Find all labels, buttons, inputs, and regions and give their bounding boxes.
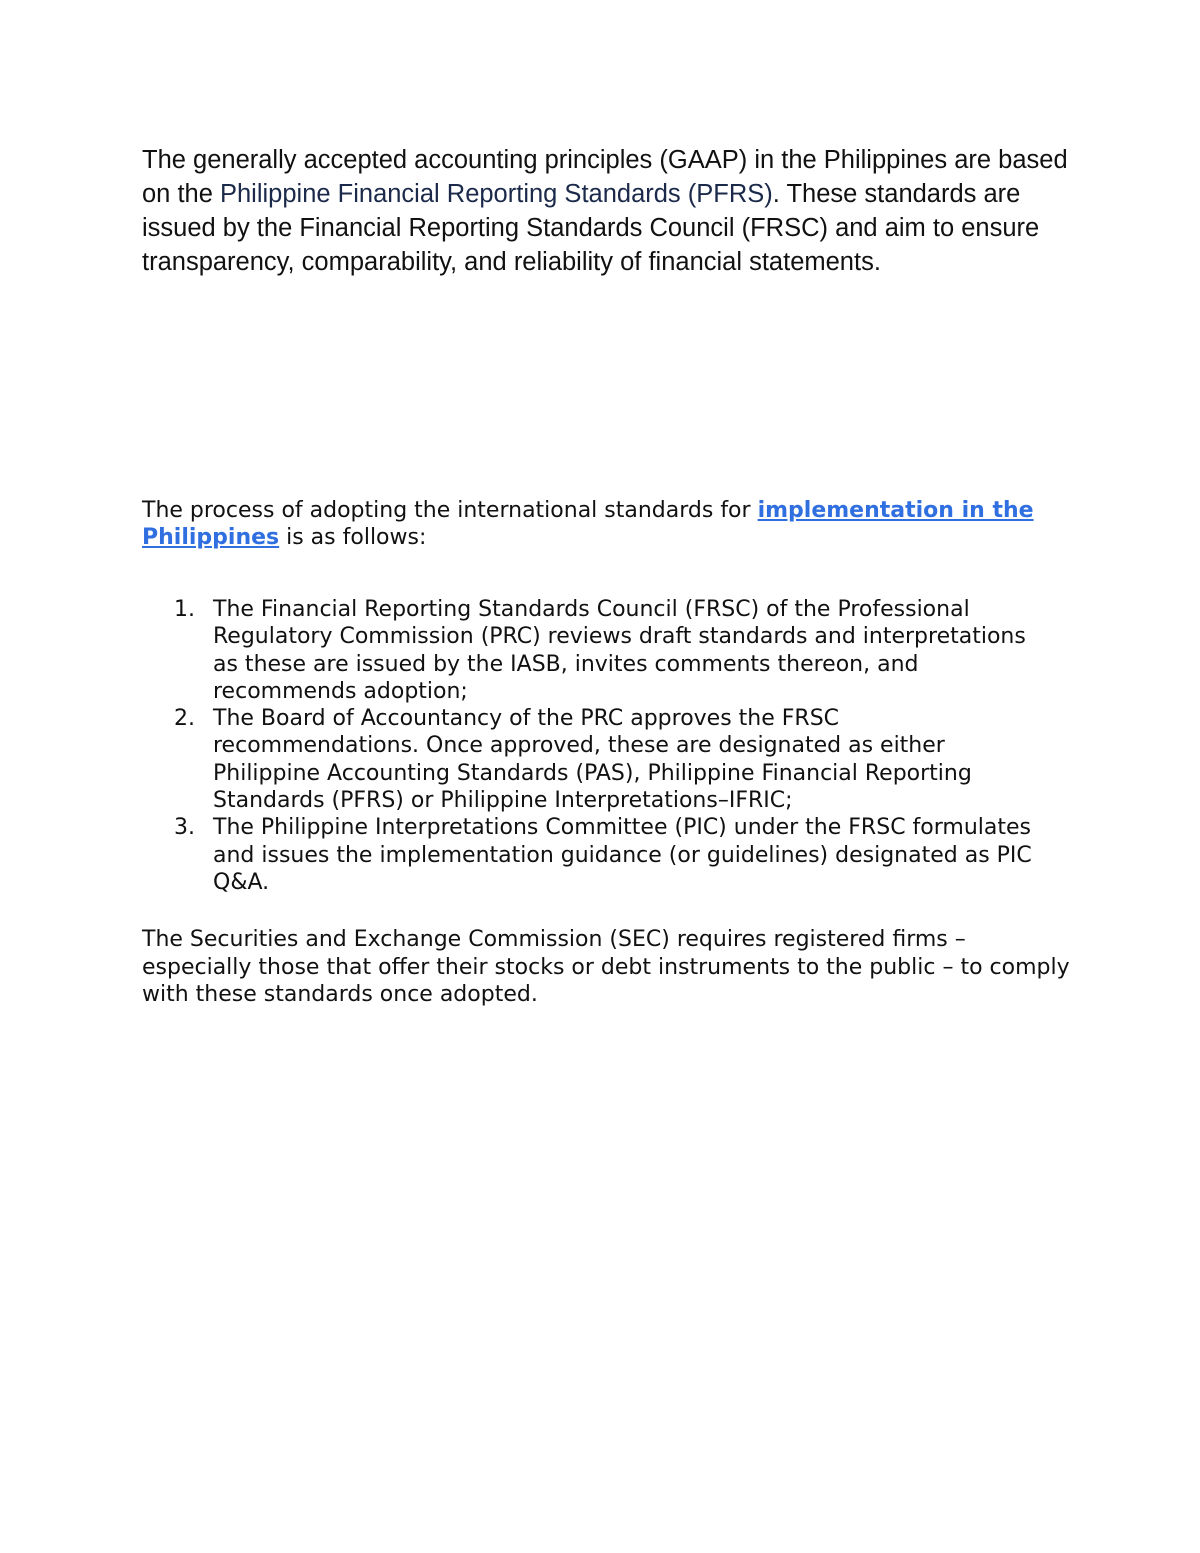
list-item-number: 1. <box>174 597 195 622</box>
intro-text-after: . These standards are issued by the Financial Reporting Standards Council (FRSC) and aim to ensure transparency, comparability, and reliability of financial statements. <box>142 180 1040 276</box>
sec-paragraph: The Securities and Exchange Commission (SEC) requires registered firms – especially those that offer their stocks or debt instruments to the public – to comply with these standards once adopted. <box>142 927 1070 1007</box>
intro-paragraph <box>142 143 1082 279</box>
list-item-number: 2. <box>174 706 195 732</box>
list-item-number: 3. <box>174 815 195 841</box>
list-item <box>142 705 1052 814</box>
adoption-steps-list <box>142 596 1052 896</box>
list-item <box>142 814 1052 896</box>
process-text-after: is as follows: <box>279 525 427 550</box>
pfrs-term: Philippine Financial Reporting Standards (PFRS) <box>219 180 773 208</box>
process-paragraph <box>142 497 1082 551</box>
list-item <box>142 596 1052 705</box>
list-item-text: The Philippine Interpretations Committee (PIC) under the FRSC formulates and issues the implementation guidance (or guidelines) designated as PIC Q&A. <box>213 815 1032 895</box>
intro-text-before: The generally accepted accounting principles (GAAP) in the Philippines are based on the <box>142 146 1068 208</box>
implementation-link[interactable]: implementation in the Philippines <box>142 498 1034 550</box>
list-item-text: The Board of Accountancy of the PRC approves the FRSC recommendations. Once approved, these are designated as either Philippine Accounting Standards (PAS), Philippine Financial Reporting Standards (PFRS) or Philippine Interpretations–IFRIC; <box>213 706 972 814</box>
list-item-text: The Financial Reporting Standards Council (FRSC) of the Professional Regulatory Commission (PRC) reviews draft standards and interpretations as these are issued by the IASB, invites comments thereon, and recommends adoption; <box>213 597 1026 704</box>
process-text-before: The process of adopting the international standards for <box>142 498 758 523</box>
